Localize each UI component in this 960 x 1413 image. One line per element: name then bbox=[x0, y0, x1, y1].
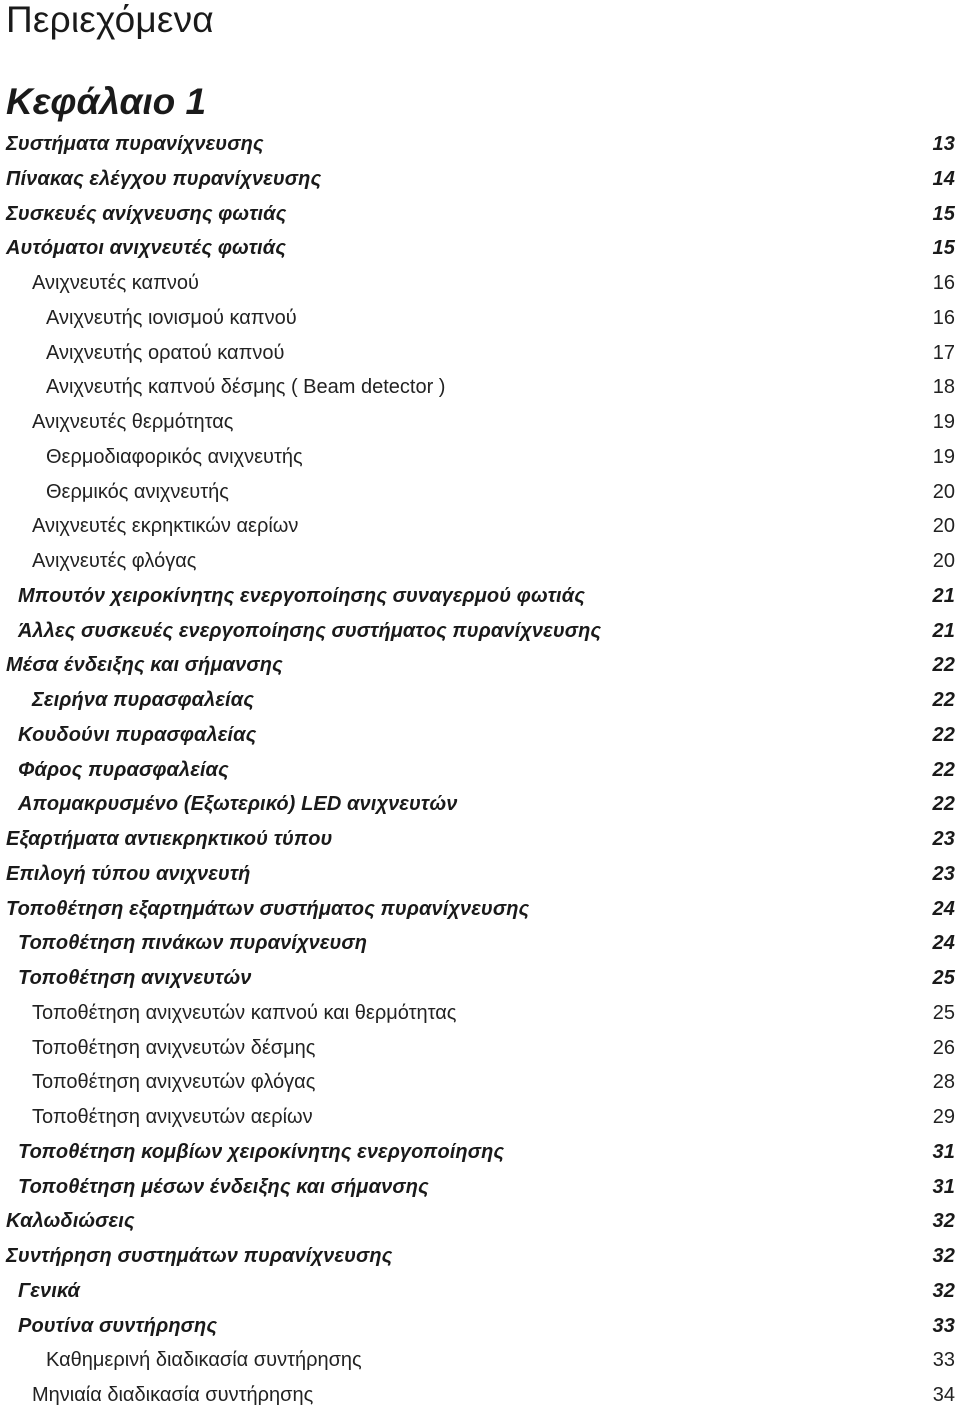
toc-entry-title: Καλωδιώσεις bbox=[6, 1210, 135, 1233]
toc-entry[interactable] bbox=[0, 301, 960, 336]
toc-entry-page-number: 21 bbox=[932, 619, 955, 642]
toc-entry-title: Τοποθέτηση κομβίων χειροκίνητης ενεργοποίησης bbox=[18, 1140, 505, 1163]
toc-entry-title: Κουδούνι πυρασφαλείας bbox=[18, 723, 257, 746]
toc-entry[interactable] bbox=[0, 683, 960, 718]
toc-entry-title: Συστήματα πυρανίχνευσης bbox=[6, 133, 264, 155]
toc-entry-page-number: 24 bbox=[932, 932, 955, 955]
toc-entry-page-number: 26 bbox=[932, 1036, 955, 1059]
toc-entry-page-number: 15 bbox=[932, 202, 955, 225]
toc-entry-title: Τοποθέτηση ανιχνευτών αερίων bbox=[32, 1106, 313, 1128]
toc-entry[interactable] bbox=[0, 1274, 960, 1309]
toc-entry-title: Ανιχνευτές θερμότητας bbox=[32, 411, 234, 433]
toc-entry-page-number: 17 bbox=[932, 341, 955, 364]
toc-entry-title: Σειρήνα πυρασφαλείας bbox=[32, 689, 254, 711]
toc-entry[interactable] bbox=[0, 475, 960, 510]
toc-entry[interactable] bbox=[0, 1135, 960, 1170]
toc-entry-page-number: 22 bbox=[932, 689, 955, 711]
toc-entry-page-number: 32 bbox=[932, 1210, 955, 1233]
toc-entry[interactable] bbox=[0, 127, 960, 162]
toc-entry-title: Τοποθέτηση μέσων ένδειξης και σήμανσης bbox=[18, 1175, 429, 1198]
toc-entry-page-number: 25 bbox=[932, 1001, 955, 1024]
toc-entry[interactable] bbox=[0, 405, 960, 440]
toc-entry[interactable] bbox=[0, 787, 960, 822]
toc-entry[interactable] bbox=[0, 1204, 960, 1239]
toc-entry[interactable] bbox=[0, 614, 960, 649]
toc-entry-page-number: 34 bbox=[932, 1384, 955, 1406]
toc-entry-page-number: 32 bbox=[932, 1279, 955, 1302]
toc-entry[interactable] bbox=[0, 718, 960, 753]
toc-entry-page-number: 21 bbox=[932, 584, 955, 607]
toc-entry[interactable] bbox=[0, 1378, 960, 1413]
toc-entry-page-number: 22 bbox=[932, 654, 955, 677]
toc-entry-title: Ανιχνευτής ορατού καπνού bbox=[46, 341, 285, 364]
toc-entry-title: Απομακρυσμένο (Εξωτερικό) LED ανιχνευτών bbox=[18, 793, 458, 816]
toc-entry-title: Γενικά bbox=[18, 1279, 81, 1302]
toc-entry[interactable] bbox=[0, 579, 960, 614]
toc-entry[interactable] bbox=[0, 1343, 960, 1378]
toc-entry-title: Θερμικός ανιχνευτής bbox=[46, 480, 229, 503]
toc-entry-page-number: 33 bbox=[932, 1349, 955, 1372]
toc-entry-page-number: 23 bbox=[932, 862, 955, 885]
toc-entry-page-number: 19 bbox=[932, 445, 955, 468]
toc-entry-page-number: 16 bbox=[932, 272, 955, 294]
toc-entry[interactable] bbox=[0, 162, 960, 197]
toc-entry-page-number: 31 bbox=[932, 1175, 955, 1198]
toc-entry-page-number: 24 bbox=[932, 897, 955, 920]
toc-entry-title: Συντήρηση συστημάτων πυρανίχνευσης bbox=[6, 1245, 393, 1267]
toc-entry-page-number: 20 bbox=[932, 480, 955, 503]
toc-entry-title: Μηνιαία διαδικασία συντήρησης bbox=[32, 1384, 314, 1406]
toc-entry[interactable] bbox=[0, 197, 960, 232]
toc-entry-page-number: 25 bbox=[932, 967, 955, 989]
toc-entry-title: Μπουτόν χειροκίνητης ενεργοποίησης συναγερμού φωτιάς bbox=[18, 584, 585, 607]
table-of-contents bbox=[0, 127, 960, 1413]
page-title: Περιεχόμενα bbox=[6, 0, 214, 40]
toc-entry[interactable] bbox=[0, 370, 960, 405]
toc-entry[interactable] bbox=[0, 926, 960, 961]
toc-entry-page-number: 19 bbox=[932, 411, 955, 433]
toc-entry-title: Πίνακας ελέγχου πυρανίχνευσης bbox=[6, 167, 322, 190]
toc-entry-page-number: 22 bbox=[932, 793, 955, 816]
toc-entry[interactable] bbox=[0, 509, 960, 544]
toc-entry-title: Τοποθέτηση ανιχνευτών bbox=[18, 967, 252, 989]
toc-entry-page-number: 14 bbox=[932, 167, 955, 190]
toc-entry[interactable] bbox=[0, 753, 960, 788]
toc-entry-page-number: 16 bbox=[932, 306, 955, 329]
toc-entry-page-number: 32 bbox=[932, 1245, 955, 1267]
toc-entry-title: Ανιχνευτές εκρηκτικών αερίων bbox=[32, 515, 299, 538]
toc-entry-page-number: 31 bbox=[932, 1140, 955, 1163]
toc-entry-title: Εξαρτήματα αντιεκρηκτικού τύπου bbox=[6, 828, 333, 850]
toc-entry[interactable] bbox=[0, 1170, 960, 1205]
toc-entry[interactable] bbox=[0, 336, 960, 371]
toc-entry-page-number: 15 bbox=[932, 237, 955, 260]
toc-entry-title: Τοποθέτηση ανιχνευτών δέσμης bbox=[32, 1036, 316, 1059]
toc-entry[interactable] bbox=[0, 1065, 960, 1100]
toc-entry-title: Ανιχνευτής καπνού δέσμης ( Beam detector ) bbox=[46, 376, 446, 399]
toc-entry[interactable] bbox=[0, 648, 960, 683]
toc-entry[interactable] bbox=[0, 544, 960, 579]
toc-entry-page-number: 22 bbox=[932, 723, 955, 746]
toc-entry[interactable] bbox=[0, 231, 960, 266]
toc-entry-page-number: 33 bbox=[932, 1314, 955, 1337]
toc-entry-title: Καθημερινή διαδικασία συντήρησης bbox=[46, 1349, 362, 1372]
toc-entry-title: Τοποθέτηση ανιχνευτών φλόγας bbox=[32, 1071, 316, 1094]
toc-entry[interactable] bbox=[0, 1100, 960, 1135]
toc-entry-page-number: 20 bbox=[932, 550, 955, 572]
toc-entry-title: Συσκευές ανίχνευσης φωτιάς bbox=[6, 202, 287, 225]
toc-entry[interactable] bbox=[0, 996, 960, 1031]
toc-entry-page-number: 18 bbox=[932, 376, 955, 399]
toc-entry[interactable] bbox=[0, 266, 960, 301]
toc-entry-title: Ανιχνευτές φλόγας bbox=[32, 550, 197, 572]
toc-entry-title: Άλλες συσκευές ενεργοποίησης συστήματος πυρανίχνευσης bbox=[18, 619, 602, 642]
toc-entry-title: Ρουτίνα συντήρησης bbox=[18, 1314, 218, 1337]
toc-entry-title: Επιλογή τύπου ανιχνευτή bbox=[6, 862, 251, 885]
toc-entry[interactable] bbox=[0, 857, 960, 892]
chapter-title: Κεφάλαιο 1 bbox=[6, 81, 207, 122]
toc-entry-title: Ανιχνευτής ιονισμού καπνού bbox=[46, 306, 297, 329]
toc-entry[interactable] bbox=[0, 961, 960, 996]
toc-entry[interactable] bbox=[0, 1239, 960, 1274]
toc-entry[interactable] bbox=[0, 892, 960, 927]
toc-entry-title: Τοποθέτηση πινάκων πυρανίχνευση bbox=[18, 932, 368, 955]
toc-entry-page-number: 23 bbox=[932, 828, 955, 850]
toc-entry-title: Φάρος πυρασφαλείας bbox=[18, 758, 229, 781]
toc-entry-title: Θερμοδιαφορικός ανιχνευτής bbox=[46, 445, 303, 468]
toc-entry-page-number: 22 bbox=[932, 758, 955, 781]
toc-entry-page-number: 13 bbox=[932, 133, 955, 155]
toc-entry-title: Ανιχνευτές καπνού bbox=[32, 272, 199, 294]
toc-entry[interactable] bbox=[0, 440, 960, 475]
toc-entry-page-number: 20 bbox=[932, 515, 955, 538]
toc-entry[interactable] bbox=[0, 1309, 960, 1344]
toc-entry-title: Τοποθέτηση εξαρτημάτων συστήματος πυρανίχνευσης bbox=[6, 897, 530, 920]
toc-entry[interactable] bbox=[0, 1031, 960, 1066]
toc-entry-page-number: 28 bbox=[932, 1071, 955, 1094]
toc-entry-page-number: 29 bbox=[932, 1106, 955, 1128]
toc-entry-title: Μέσα ένδειξης και σήμανσης bbox=[6, 654, 283, 677]
toc-entry-title: Τοποθέτηση ανιχνευτών καπνού και θερμότητας bbox=[32, 1001, 457, 1024]
toc-entry-title: Αυτόματοι ανιχνευτές φωτιάς bbox=[6, 237, 286, 260]
toc-entry[interactable] bbox=[0, 822, 960, 857]
